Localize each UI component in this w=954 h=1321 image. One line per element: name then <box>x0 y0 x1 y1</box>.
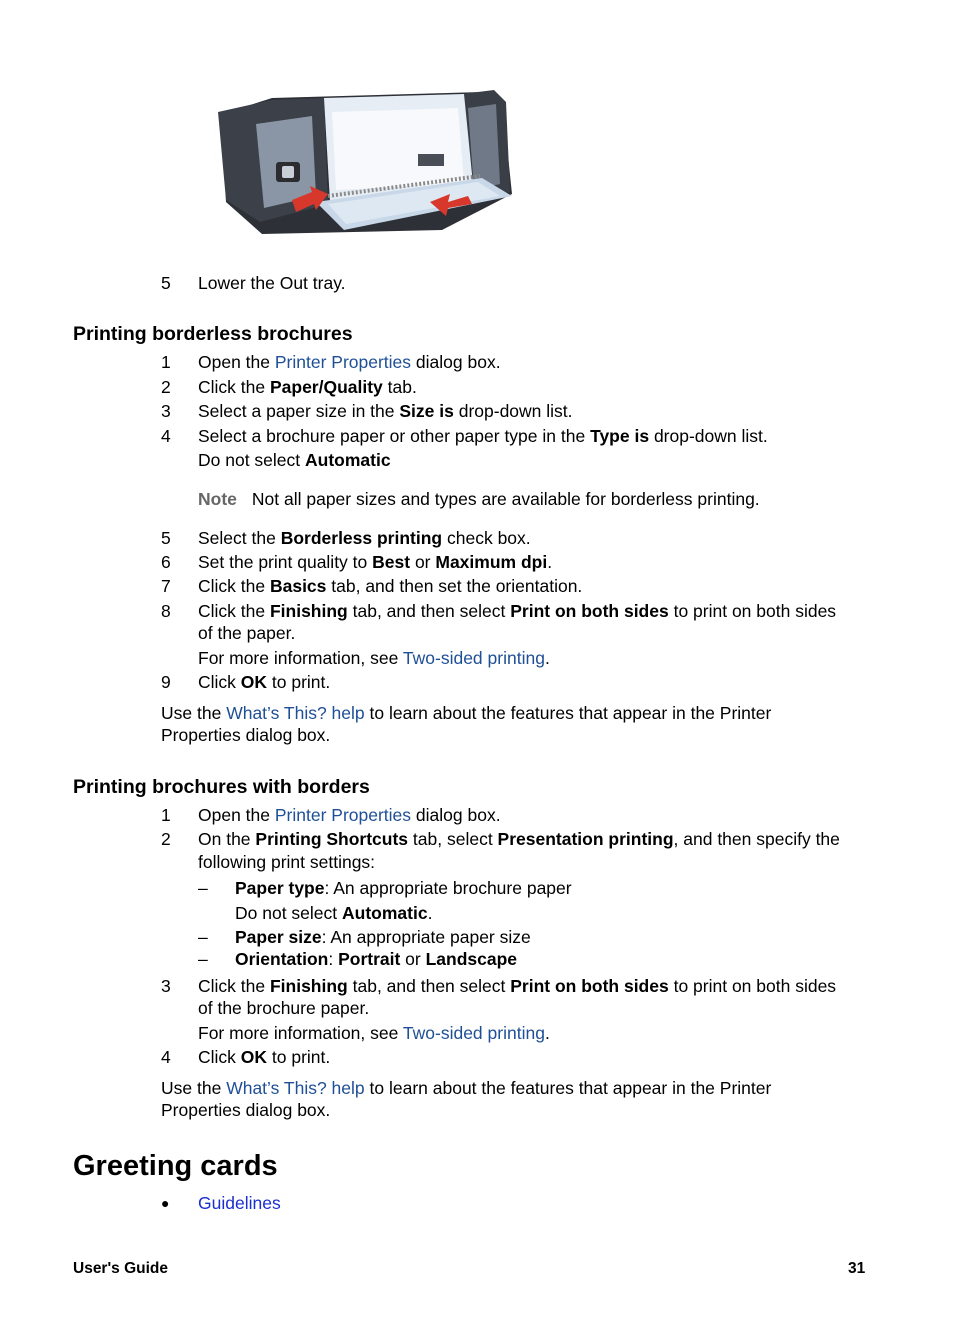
step-number: 7 <box>161 576 171 596</box>
printer-properties-link[interactable]: Printer Properties <box>274 805 412 825</box>
paragraph-continued: Properties dialog box. <box>161 1100 331 1120</box>
step-number: 2 <box>161 829 171 849</box>
step-number: 3 <box>161 976 171 996</box>
section-heading-with-borders: Printing brochures with borders <box>73 776 370 798</box>
page-number: 31 <box>848 1260 866 1277</box>
step-text: Click OK to print. <box>198 1047 331 1067</box>
page-heading-greeting-cards: Greeting cards <box>73 1150 278 1182</box>
step-text: Click the Paper/Quality tab. <box>198 377 417 397</box>
step-number: 1 <box>161 805 171 825</box>
note: Note Not all paper sizes and types are available for borderless printing. <box>198 489 760 509</box>
printer-illustration <box>212 84 518 238</box>
paragraph: Use the What’s This? help to learn about the features that appear in the Printer <box>161 1078 772 1098</box>
sub-item: Paper type: An appropriate brochure paper <box>235 878 572 898</box>
bullet-icon: ● <box>161 1195 170 1211</box>
sub-item: Paper size: An appropriate paper size <box>235 927 531 947</box>
step-text: Set the print quality to Best or Maximum dpi. <box>198 552 553 572</box>
printer-properties-link[interactable]: Printer Properties <box>274 352 412 372</box>
dash-bullet: – <box>198 949 208 969</box>
step-text: On the Printing Shortcuts tab, select Presentation printing, and then specify the <box>198 829 840 849</box>
step-text: Select the Borderless printing check box. <box>198 528 531 548</box>
whats-this-help-link[interactable]: What’s This? help <box>226 1078 365 1098</box>
step-number: 8 <box>161 601 171 621</box>
section-heading-borderless: Printing borderless brochures <box>73 323 353 345</box>
note-label: Note <box>198 489 237 509</box>
step-text-continued: following print settings: <box>198 852 376 872</box>
paragraph-continued: Properties dialog box. <box>161 725 331 745</box>
step-number: 3 <box>161 401 171 421</box>
step-text: Open the Printer Properties dialog box. <box>198 805 501 825</box>
step-subtext: For more information, see Two-sided printing. <box>198 1023 550 1043</box>
step-text-continued: of the brochure paper. <box>198 998 370 1018</box>
step-number: 5 <box>161 273 171 293</box>
step-number: 9 <box>161 672 171 692</box>
step-number: 2 <box>161 377 171 397</box>
guidelines-item <box>198 1192 281 1214</box>
whats-this-help-link[interactable]: What’s This? help <box>226 703 365 723</box>
step-number: 4 <box>161 426 171 446</box>
dash-bullet: – <box>198 878 208 898</box>
two-sided-printing-link[interactable]: Two-sided printing <box>402 1023 545 1043</box>
step-text: Select a brochure paper or other paper type in the Type is drop-down list. <box>198 426 768 446</box>
dash-bullet: – <box>198 927 208 947</box>
step-number: 1 <box>161 352 171 372</box>
guidelines-link[interactable]: Guidelines <box>198 1193 281 1213</box>
paragraph: Use the What’s This? help to learn about the features that appear in the Printer <box>161 703 772 723</box>
step-text: Select a paper size in the Size is drop-down list. <box>198 401 573 421</box>
sub-item-note: Do not select Automatic. <box>235 903 433 923</box>
step-text: Click the Finishing tab, and then select Print on both sides to print on both sides <box>198 976 837 996</box>
two-sided-printing-link[interactable]: Two-sided printing <box>402 648 545 668</box>
step-text: Lower the Out tray. <box>198 273 346 293</box>
sub-item: Orientation: Portrait or Landscape <box>235 949 518 969</box>
step-text: Click OK to print. <box>198 672 331 692</box>
step-text: Click the Finishing tab, and then select Print on both sides to print on both sides <box>198 601 837 621</box>
footer-title: User's Guide <box>73 1260 168 1277</box>
step-text-continued: of the paper. <box>198 623 296 643</box>
step-number: 6 <box>161 552 171 572</box>
step-number: 4 <box>161 1047 171 1067</box>
step-text: Open the Printer Properties dialog box. <box>198 352 501 372</box>
step-subtext: For more information, see Two-sided printing. <box>198 648 550 668</box>
step-number: 5 <box>161 528 171 548</box>
step-subtext: Do not select Automatic <box>198 450 391 470</box>
step-text: Click the Basics tab, and then set the orientation. <box>198 576 583 596</box>
